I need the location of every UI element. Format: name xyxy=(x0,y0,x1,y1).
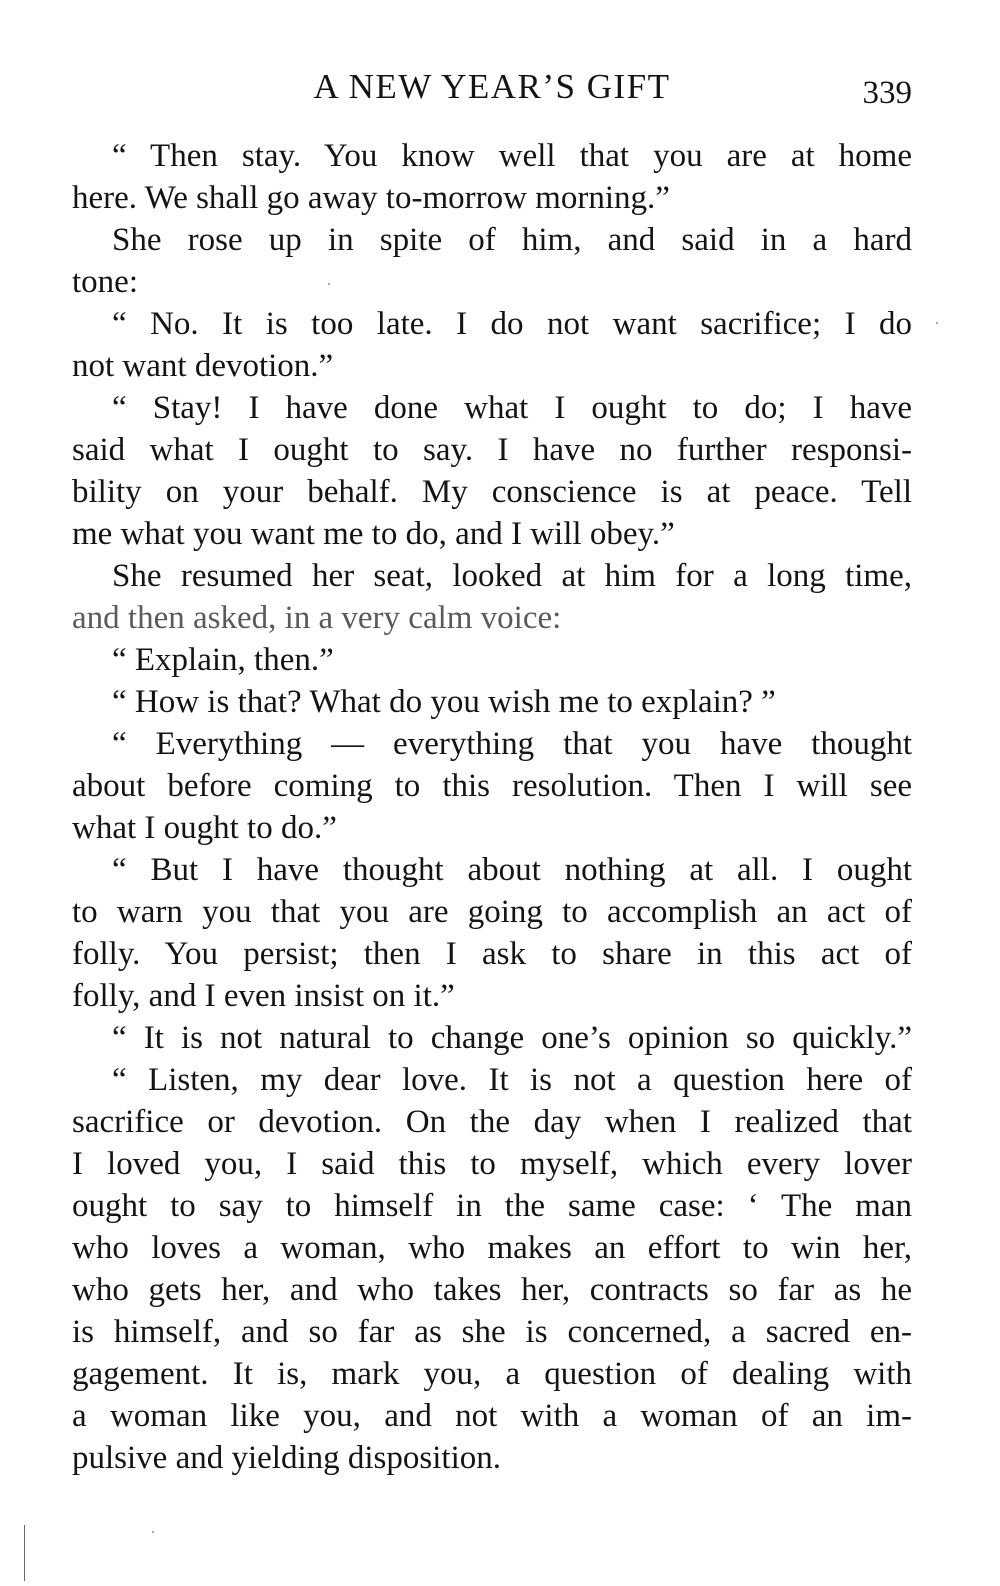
text-line: “ Then stay. You know well that you are at home xyxy=(112,138,912,174)
text-line: folly, and I even insist on it.” xyxy=(72,978,455,1014)
text-line: ought to say to himself in the same case: ‘ The man xyxy=(72,1188,912,1224)
scan-speck xyxy=(152,1531,154,1533)
scan-margin-rule xyxy=(24,1525,25,1581)
text-line: pulsive and yielding disposition. xyxy=(72,1440,501,1476)
text-line: said what I ought to say. I have no further responsi- xyxy=(72,432,912,468)
text-line: “ Stay! I have done what I ought to do; I have xyxy=(112,390,912,426)
text-line: here. We shall go away to-morrow morning.” xyxy=(72,180,670,216)
text-line: folly. You persist; then I ask to share in this act of xyxy=(72,936,912,972)
text-line: “ Everything — everything that you have thought xyxy=(112,726,912,762)
text-line: She resumed her seat, looked at him for a long time, xyxy=(112,558,912,594)
text-line: “ But I have thought about nothing at all. I ought xyxy=(112,852,912,888)
text-line: me what you want me to do, and I will obey.” xyxy=(72,516,675,552)
text-line: what I ought to do.” xyxy=(72,810,337,846)
text-line: about before coming to this resolution. Then I will see xyxy=(72,768,912,804)
text-line: not want devotion.” xyxy=(72,348,334,384)
text-line: to warn you that you are going to accomplish an act of xyxy=(72,894,912,930)
body-text xyxy=(72,135,912,1479)
text-line: “ Explain, then.” xyxy=(112,642,334,678)
text-line: sacrifice or devotion. On the day when I realized that xyxy=(72,1104,912,1140)
page-number: 339 xyxy=(862,75,912,111)
text-line: who loves a woman, who makes an effort to win her, xyxy=(72,1230,912,1266)
text-line: gagement. It is, mark you, a question of dealing with xyxy=(72,1356,912,1392)
running-title: A NEW YEAR’S GIFT xyxy=(313,67,671,106)
text-line: who gets her, and who takes her, contracts so far as he xyxy=(72,1272,912,1308)
text-line: bility on your behalf. My conscience is at peace. Tell xyxy=(72,474,912,510)
running-head xyxy=(72,62,912,112)
text-line: “ No. It is too late. I do not want sacrifice; I do xyxy=(112,306,912,342)
text-line: “ Listen, my dear love. It is not a question here of xyxy=(112,1062,912,1098)
text-line: tone: xyxy=(72,264,138,300)
text-line: I loved you, I said this to myself, which every lover xyxy=(72,1146,912,1182)
scan-speck xyxy=(936,322,938,324)
text-line: She rose up in spite of him, and said in a hard xyxy=(112,222,912,258)
text-line: and then asked, in a very calm voice: xyxy=(72,600,562,636)
text-line: “ How is that? What do you wish me to explain? ” xyxy=(112,684,776,720)
text-line: a woman like you, and not with a woman of an im- xyxy=(72,1398,912,1434)
text-line: is himself, and so far as she is concerned, a sacred en- xyxy=(72,1314,912,1350)
text-line: “ It is not natural to change one’s opinion so quickly.” xyxy=(112,1020,912,1056)
scan-speck xyxy=(328,283,330,285)
